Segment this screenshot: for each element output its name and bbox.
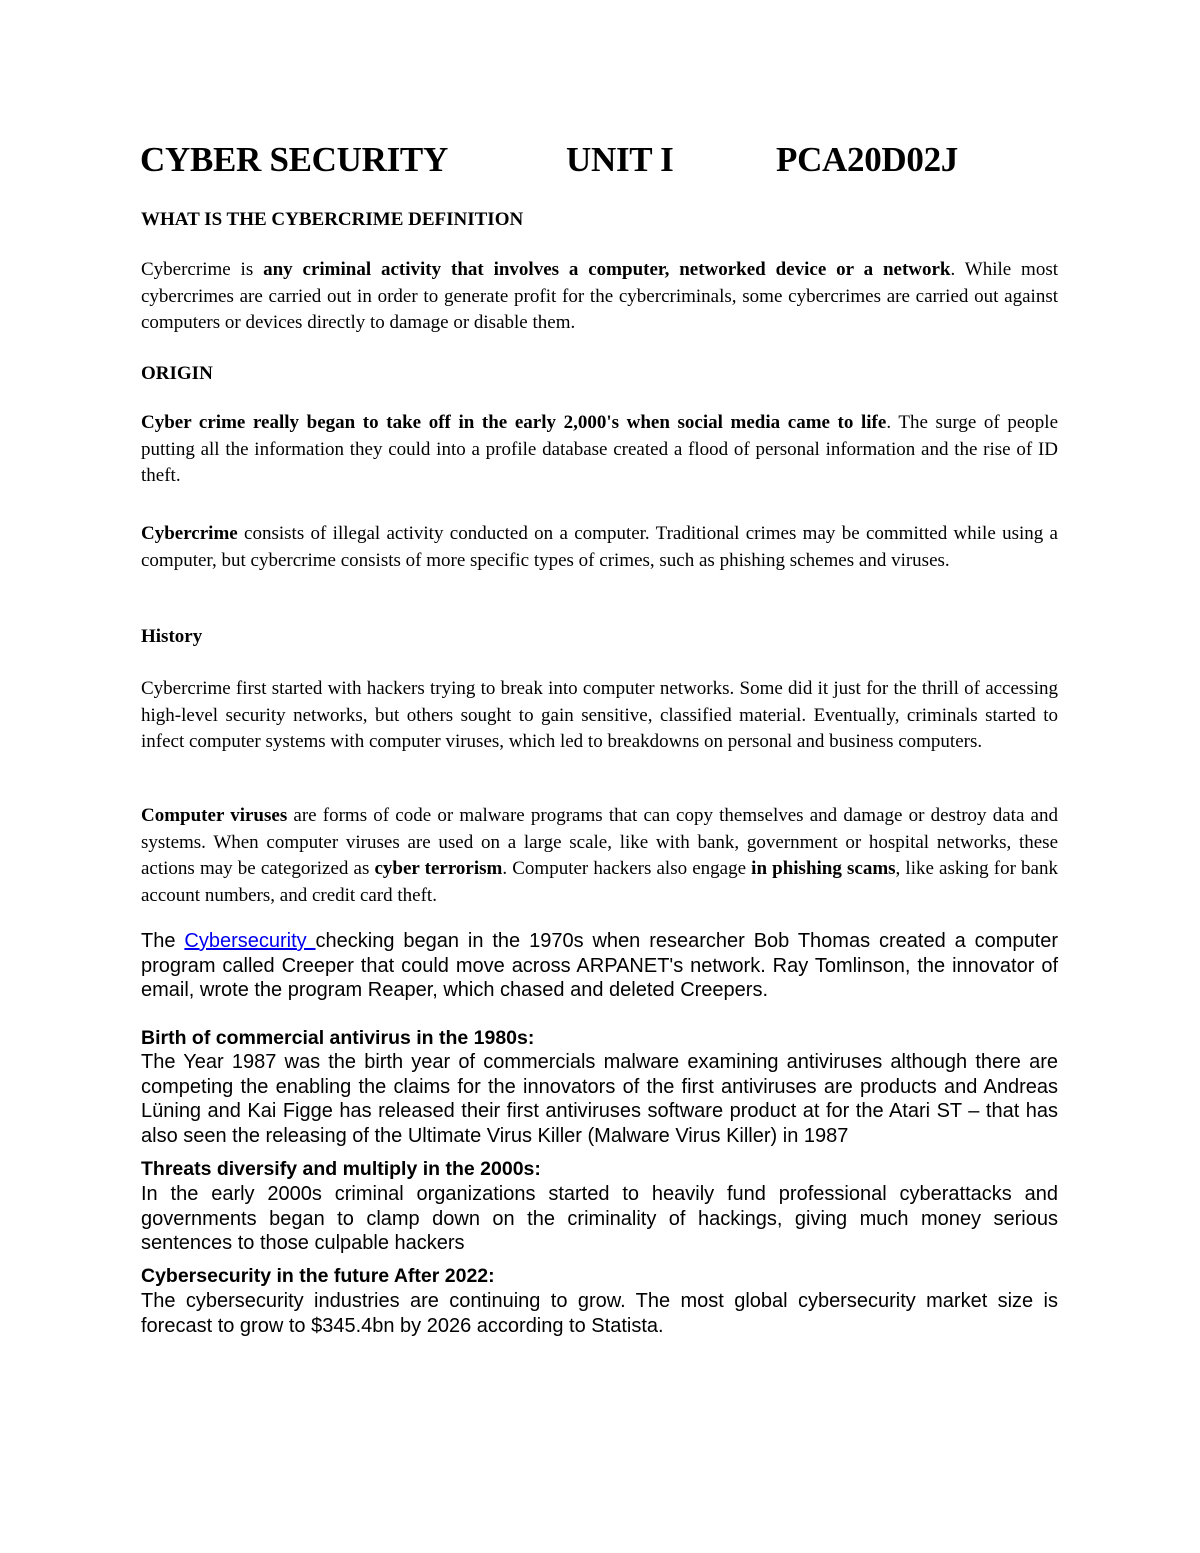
future-heading: Cybersecurity in the future After 2022: (141, 1265, 495, 1287)
threats-heading: Threats diversify and multiply in the 2000s: (141, 1158, 541, 1180)
definition-paragraph: Cybercrime is any criminal activity that involves a computer, networked device or a network. While most cybercrimes are carried out in order to generate profit for the cybercriminals, some cybercrimes are carried out against computers or devices directly to damage or disable them. (141, 259, 1059, 333)
origin-heading: ORIGIN (141, 363, 213, 384)
history-heading: History (141, 626, 203, 647)
future-paragraph: The cybersecurity industries are continuing to grow. The most global cybersecurity market size is forecast to grow to $345.4bn by 2026 according to Statista. (141, 1290, 1058, 1337)
antivirus-paragraph: The Year 1987 was the birth year of commercials malware examining antiviruses although there are competing the enabling the claims for the innovators of the first antiviruses are products and Andreas Lüning and Kai Figge has released their first antiviruses software product at for the Atari ST – that has also seen the releasing of the Ultimate Virus Killer (Malware Virus Killer) in 1987 (141, 1051, 1058, 1147)
antivirus-heading: Birth of commercial antivirus in the 1980s: (141, 1027, 535, 1049)
origin-paragraph-2: Cybercrime consists of illegal activity conducted on a computer. Traditional crimes may be committed while using a computer, but cybercrime consists of more specific types of crimes, such as phishing schemes and viruses. (141, 523, 1058, 571)
definition-heading: WHAT IS THE CYBERCRIME DEFINITION (141, 209, 524, 230)
cybersecurity-link[interactable]: Cybersecurity (184, 930, 316, 952)
threats-paragraph: In the early 2000s criminal organizations started to heavily fund professional cyberattacks and governments began to clamp down on the criminality of hackings, giving much money serious sentences to those culpable hackers (141, 1183, 1058, 1254)
creeper-paragraph: The Cybersecurity checking began in the 1970s when researcher Bob Thomas created a computer program called Creeper that could move across ARPANET's network. Ray Tomlinson, the innovator of email, wrote the program Reaper, which chased and deleted Creepers. (141, 930, 1058, 1001)
title-code: PCA20D02J (776, 140, 959, 179)
title-subject: CYBER SECURITY (140, 140, 448, 179)
origin-paragraph-1: Cyber crime really began to take off in the early 2,000's when social media came to life. The surge of people putting all the information they could into a profile database created a flood of personal information and the rise of ID theft. (141, 412, 1059, 486)
title-unit: UNIT I (566, 140, 674, 179)
history-paragraph-2: Computer viruses are forms of code or malware programs that can copy themselves and damage or destroy data and systems. When computer viruses are used on a large scale, like with bank, government or hospital networks, these actions may be categorized as cyber terrorism. Computer hackers also engage in phishing scams, like asking for bank account numbers, and credit card theft. (141, 805, 1058, 906)
history-paragraph-1: Cybercrime first started with hackers trying to break into computer networks. Some did it just for the thrill of accessing high-level security networks, but others sought to gain sensitive, classified material. Eventually, criminals started to infect computer systems with computer viruses, which led to breakdowns on personal and business computers. (141, 678, 1058, 752)
